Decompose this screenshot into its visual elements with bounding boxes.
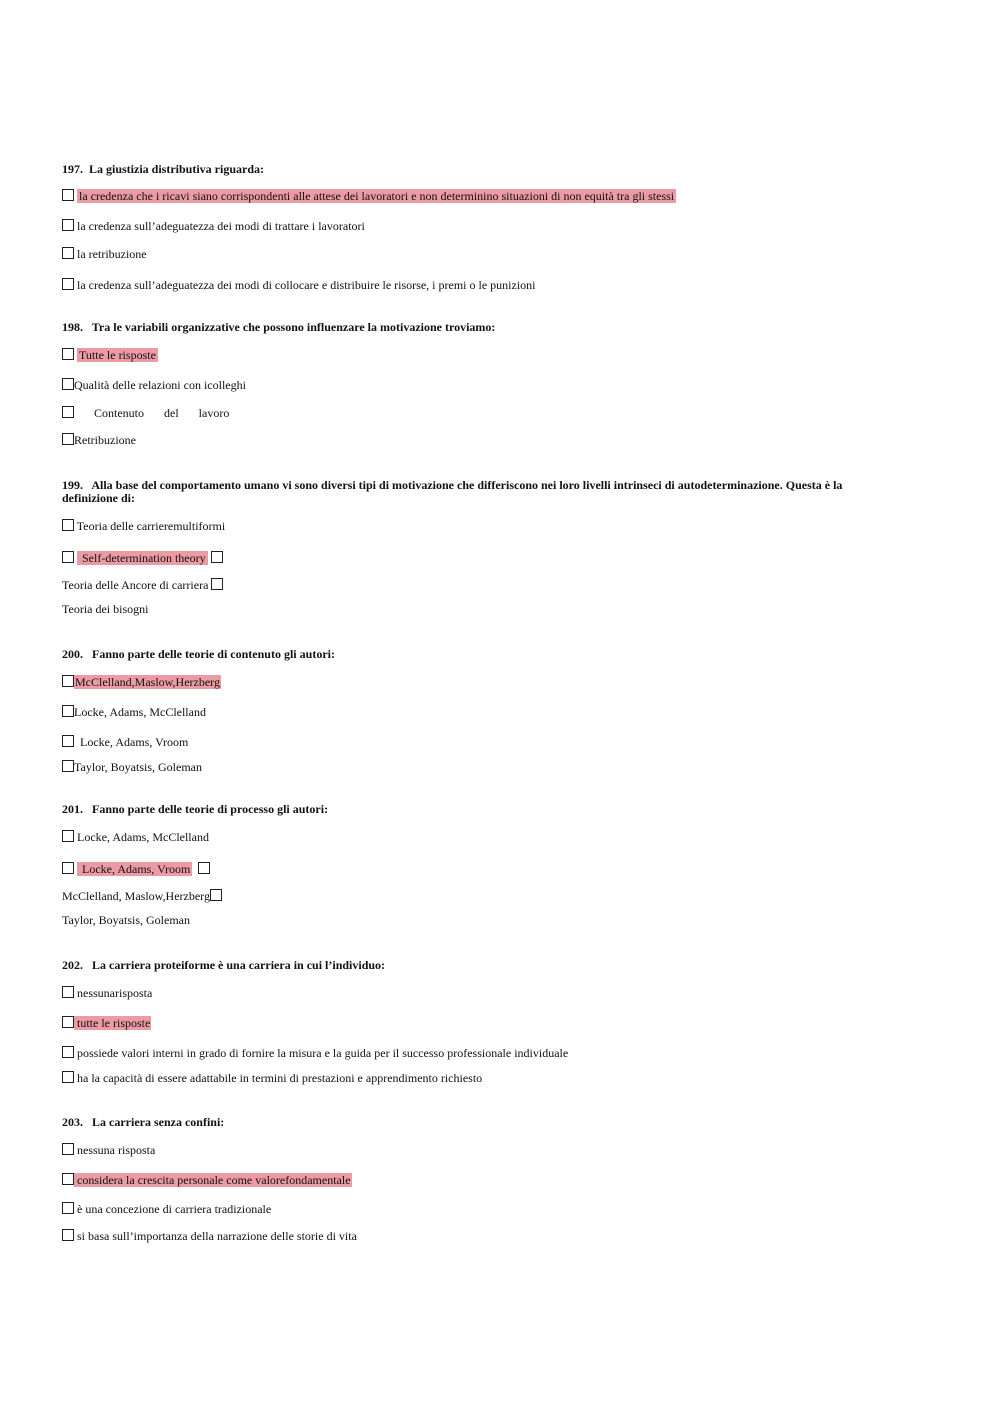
option-text: Locke, Adams, Vroom [80, 735, 189, 749]
option-203-c[interactable] [62, 1201, 271, 1217]
option-199-a[interactable] [62, 518, 225, 534]
question-199 [62, 479, 892, 505]
checkbox[interactable] [62, 406, 74, 418]
option-202-d[interactable] [62, 1070, 482, 1086]
option-text: si basa sull’importanza della narrazione delle storie di vita [77, 1229, 357, 1243]
checkbox[interactable] [62, 519, 74, 531]
option-198-b[interactable] [62, 377, 246, 393]
option-201-c[interactable] [62, 888, 222, 904]
checkbox[interactable] [210, 889, 222, 901]
question-number: 203. [62, 1115, 83, 1129]
option-text-highlighted: Self-determination theory [77, 551, 208, 565]
option-text: la credenza sull’adeguatezza dei modi di trattare i lavoratori [77, 219, 365, 233]
checkbox[interactable] [62, 760, 74, 772]
option-197-d[interactable] [62, 277, 535, 293]
option-text: è una concezione di carriera tradizionale [77, 1202, 272, 1216]
option-text: la retribuzione [77, 247, 147, 261]
question-198 [62, 321, 892, 334]
option-text: McClelland, Maslow,Herzberg [62, 889, 210, 903]
question-text: Fanno parte delle teorie di contenuto gli autori: [92, 647, 335, 661]
option-197-c[interactable] [62, 246, 147, 262]
question-text: Fanno parte delle teorie di processo gli autori: [92, 802, 329, 816]
option-text: nessunarisposta [77, 986, 153, 1000]
option-202-c[interactable] [62, 1045, 568, 1061]
option-text-highlighted: la credenza che i ricavi siano corrispondenti alle attese dei lavoratori e non determinino situazioni di non equità tra gli stessi [79, 189, 675, 203]
option-text: Contenuto [94, 406, 144, 420]
checkbox[interactable] [62, 278, 74, 290]
checkbox[interactable] [211, 551, 223, 563]
question-text: La carriera senza confini: [92, 1115, 225, 1129]
option-202-b[interactable] [62, 1015, 151, 1031]
option-text: Locke, Adams, McClelland [74, 705, 206, 719]
option-200-b[interactable] [62, 704, 206, 720]
option-text: Teoria dei bisogni [62, 602, 149, 616]
option-198-d[interactable] [62, 432, 136, 448]
option-text: ha la capacità di essere adattabile in termini di prestazioni e apprendimento richiesto [77, 1071, 483, 1085]
option-203-a[interactable] [62, 1142, 155, 1158]
option-199-b[interactable] [62, 550, 223, 566]
question-number: 198. [62, 320, 83, 334]
option-text: la credenza sull’adeguatezza dei modi di collocare e distribuire le risorse, i premi o le punizioni [77, 278, 536, 292]
option-text-highlighted: McClelland,Maslow,Herzberg [75, 675, 220, 689]
checkbox[interactable] [62, 378, 74, 390]
question-number: 201. [62, 802, 83, 816]
option-201-b[interactable] [62, 861, 210, 877]
option-200-c[interactable] [62, 734, 188, 750]
option-text-highlighted: considera la crescita personale come valorefondamentale [74, 1173, 352, 1187]
option-text: nessuna risposta [77, 1143, 156, 1157]
checkbox[interactable] [62, 862, 74, 874]
checkbox[interactable] [62, 1071, 74, 1083]
checkbox[interactable] [62, 1046, 74, 1058]
checkbox[interactable] [62, 433, 74, 445]
option-text: del [164, 406, 179, 420]
option-text: possiede valori interni in grado di fornire la misura e la guida per il successo professionale individuale [77, 1046, 569, 1060]
question-text: La carriera proteiforme è una carriera in cui l’individuo: [92, 958, 386, 972]
checkbox[interactable] [62, 1016, 74, 1028]
checkbox[interactable] [62, 551, 74, 563]
checkbox[interactable] [62, 1173, 74, 1185]
question-number: 197. [62, 162, 83, 176]
checkbox[interactable] [198, 862, 210, 874]
checkbox[interactable] [62, 1229, 74, 1241]
option-198-a[interactable] [62, 347, 158, 363]
option-text: Locke, Adams, McClelland [77, 830, 209, 844]
option-200-d[interactable] [62, 759, 202, 775]
checkbox[interactable] [62, 830, 74, 842]
checkbox[interactable] [211, 578, 223, 590]
question-number: 199. [62, 478, 83, 492]
checkbox[interactable] [62, 675, 74, 687]
question-203 [62, 1116, 892, 1129]
option-199-d[interactable] [62, 601, 148, 617]
option-text-highlighted: Tutte le risposte [79, 348, 156, 362]
checkbox[interactable] [62, 219, 74, 231]
option-text-highlighted: tutte le risposte [74, 1016, 151, 1030]
option-199-c[interactable] [62, 577, 223, 593]
option-202-a[interactable] [62, 985, 152, 1001]
checkbox[interactable] [62, 1143, 74, 1155]
option-text-highlighted: Locke, Adams, Vroom [77, 862, 192, 876]
option-text: Teoria delle carrieremultiformi [76, 519, 226, 533]
question-201 [62, 803, 892, 816]
option-text: Taylor, Boyatsis, Goleman [62, 913, 190, 927]
option-201-d[interactable] [62, 912, 190, 928]
option-201-a[interactable] [62, 829, 209, 845]
option-text: Qualità delle relazioni con icolleghi [74, 378, 246, 392]
option-203-b[interactable] [62, 1172, 352, 1188]
question-text: Alla base del comportamento umano vi sono diversi tipi di motivazione che differiscono nei loro livelli intrinseci di autodeterminazione. Questa è la definizione di: [62, 478, 843, 505]
question-text: La giustizia distributiva riguarda: [89, 162, 265, 176]
option-203-d[interactable] [62, 1228, 357, 1244]
option-197-b[interactable] [62, 218, 365, 234]
option-200-a[interactable] [62, 674, 221, 690]
question-200 [62, 648, 892, 661]
question-197 [62, 163, 892, 176]
question-number: 200. [62, 647, 83, 661]
checkbox[interactable] [62, 348, 74, 360]
checkbox[interactable] [62, 735, 74, 747]
question-text: Tra le variabili organizzative che possono influenzare la motivazione troviamo: [91, 320, 496, 334]
option-text: Retribuzione [74, 433, 136, 447]
checkbox[interactable] [62, 986, 74, 998]
checkbox[interactable] [62, 705, 74, 717]
checkbox[interactable] [62, 247, 74, 259]
option-197-a[interactable] [62, 188, 676, 204]
question-202 [62, 959, 892, 972]
option-text: lavoro [198, 406, 230, 420]
option-198-c[interactable] [62, 405, 229, 421]
question-number: 202. [62, 958, 83, 972]
option-text: Teoria delle Ancore di carriera [62, 578, 209, 592]
checkbox[interactable] [62, 1202, 74, 1214]
checkbox[interactable] [62, 189, 74, 201]
option-text: Taylor, Boyatsis, Goleman [74, 760, 202, 774]
